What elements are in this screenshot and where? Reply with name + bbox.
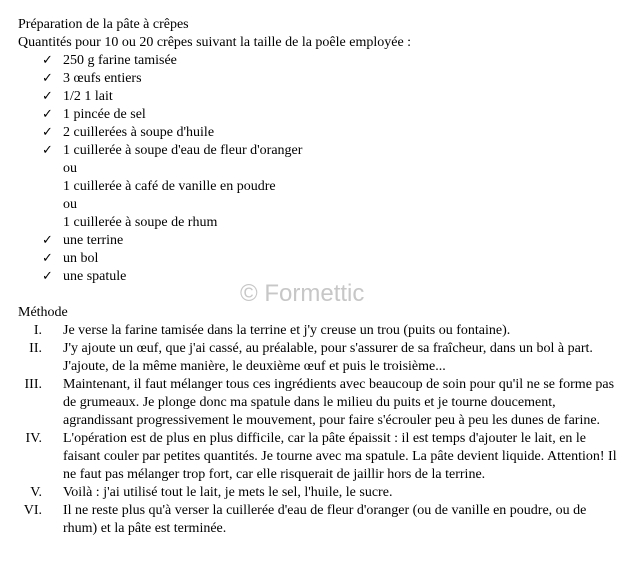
ingredient-text: un bol bbox=[63, 251, 99, 266]
step-text: Je verse la farine tamisée dans la terrine et j'y creuse un trou (puits ou fontaine). bbox=[63, 323, 511, 338]
checkmark-icon: ✓ bbox=[42, 269, 53, 284]
ingredient-item bbox=[18, 124, 618, 142]
ingredient-text: 3 œufs entiers bbox=[63, 71, 142, 86]
ingredient-text: 250 g farine tamisée bbox=[63, 53, 177, 68]
checkmark-icon: ✓ bbox=[42, 251, 53, 266]
alternative-or: ou bbox=[63, 161, 77, 176]
ingredient-text: 1 cuillerée à soupe de rhum bbox=[63, 215, 218, 230]
ingredient-text: une spatule bbox=[63, 269, 127, 284]
ingredient-item bbox=[18, 70, 618, 88]
method-step bbox=[18, 340, 618, 376]
ingredients-list bbox=[18, 52, 618, 286]
step-number: II. bbox=[29, 341, 42, 356]
method-step bbox=[18, 502, 618, 538]
checkmark-icon: ✓ bbox=[42, 143, 53, 158]
copyright-watermark: © Formettic bbox=[240, 280, 365, 307]
ingredient-item bbox=[18, 88, 618, 106]
method-heading: Méthode bbox=[18, 305, 68, 320]
method-step bbox=[18, 376, 618, 430]
ingredient-item-flavouring bbox=[18, 142, 618, 232]
ingredient-text: 1 cuillerée à café de vanille en poudre bbox=[63, 179, 276, 194]
method-step bbox=[18, 322, 618, 340]
step-number: I. bbox=[33, 323, 42, 338]
ingredient-text: 1/2 1 lait bbox=[63, 89, 113, 104]
step-number: V. bbox=[30, 485, 42, 500]
ingredient-item bbox=[18, 250, 618, 268]
ingredient-text: une terrine bbox=[63, 233, 124, 248]
ingredient-item bbox=[18, 232, 618, 250]
step-text: Il ne reste plus qu'à verser la cuillerée d'eau de fleur d'oranger (ou de vanille en poudre, ou de rhum) et la pâte est terminée. bbox=[63, 503, 587, 536]
recipe-title: Préparation de la pâte à crêpes bbox=[18, 17, 189, 32]
step-text: Maintenant, il faut mélanger tous ces ingrédients avec beaucoup de soin pour qu'il ne se forme pas de grumeaux. Je plonge donc ma spatule dans le milieu du puits et je tourne doucement, agrandissant progressivement le mouvement, pour faire s'écrouler peu à peu les dunes de farine. bbox=[63, 377, 615, 428]
checkmark-icon: ✓ bbox=[42, 71, 53, 86]
step-number: VI. bbox=[23, 503, 42, 518]
checkmark-icon: ✓ bbox=[42, 107, 53, 122]
step-text: J'y ajoute un œuf, que j'ai cassé, au préalable, pour s'assurer de sa fraîcheur, dans un bol à part. J'ajoute, de la même manière, le deuxième œuf et puis le troisième... bbox=[63, 341, 593, 374]
ingredient-item bbox=[18, 106, 618, 124]
step-text: Voilà : j'ai utilisé tout le lait, je mets le sel, l'huile, le sucre. bbox=[63, 485, 393, 500]
checkmark-icon: ✓ bbox=[42, 53, 53, 68]
quantities-note: Quantités pour 10 ou 20 crêpes suivant la taille de la poêle employée : bbox=[18, 35, 412, 50]
step-number: III. bbox=[24, 377, 42, 392]
ingredient-text: 1 cuillerée à soupe d'eau de fleur d'oranger bbox=[63, 143, 303, 158]
method-step bbox=[18, 430, 618, 484]
step-number: IV. bbox=[25, 431, 42, 446]
ingredient-text: 2 cuillerées à soupe d'huile bbox=[63, 125, 215, 140]
alternative-or: ou bbox=[63, 197, 77, 212]
ingredient-text: 1 pincée de sel bbox=[63, 107, 146, 122]
method-steps bbox=[18, 322, 618, 538]
ingredient-item bbox=[18, 52, 618, 70]
checkmark-icon: ✓ bbox=[42, 125, 53, 140]
step-text: L'opération est de plus en plus difficile, car la pâte épaissit : il est temps d'ajouter le lait, en le faisant couler par petites quantités. Je tourne avec ma spatule. La pâte devient liquide. Attention! Il ne faut pas mélanger trop fort, car elle risquerait de jaillir hors de la terrine. bbox=[63, 431, 617, 482]
checkmark-icon: ✓ bbox=[42, 233, 53, 248]
method-step bbox=[18, 484, 618, 502]
recipe-document bbox=[18, 16, 618, 538]
checkmark-icon: ✓ bbox=[42, 89, 53, 104]
